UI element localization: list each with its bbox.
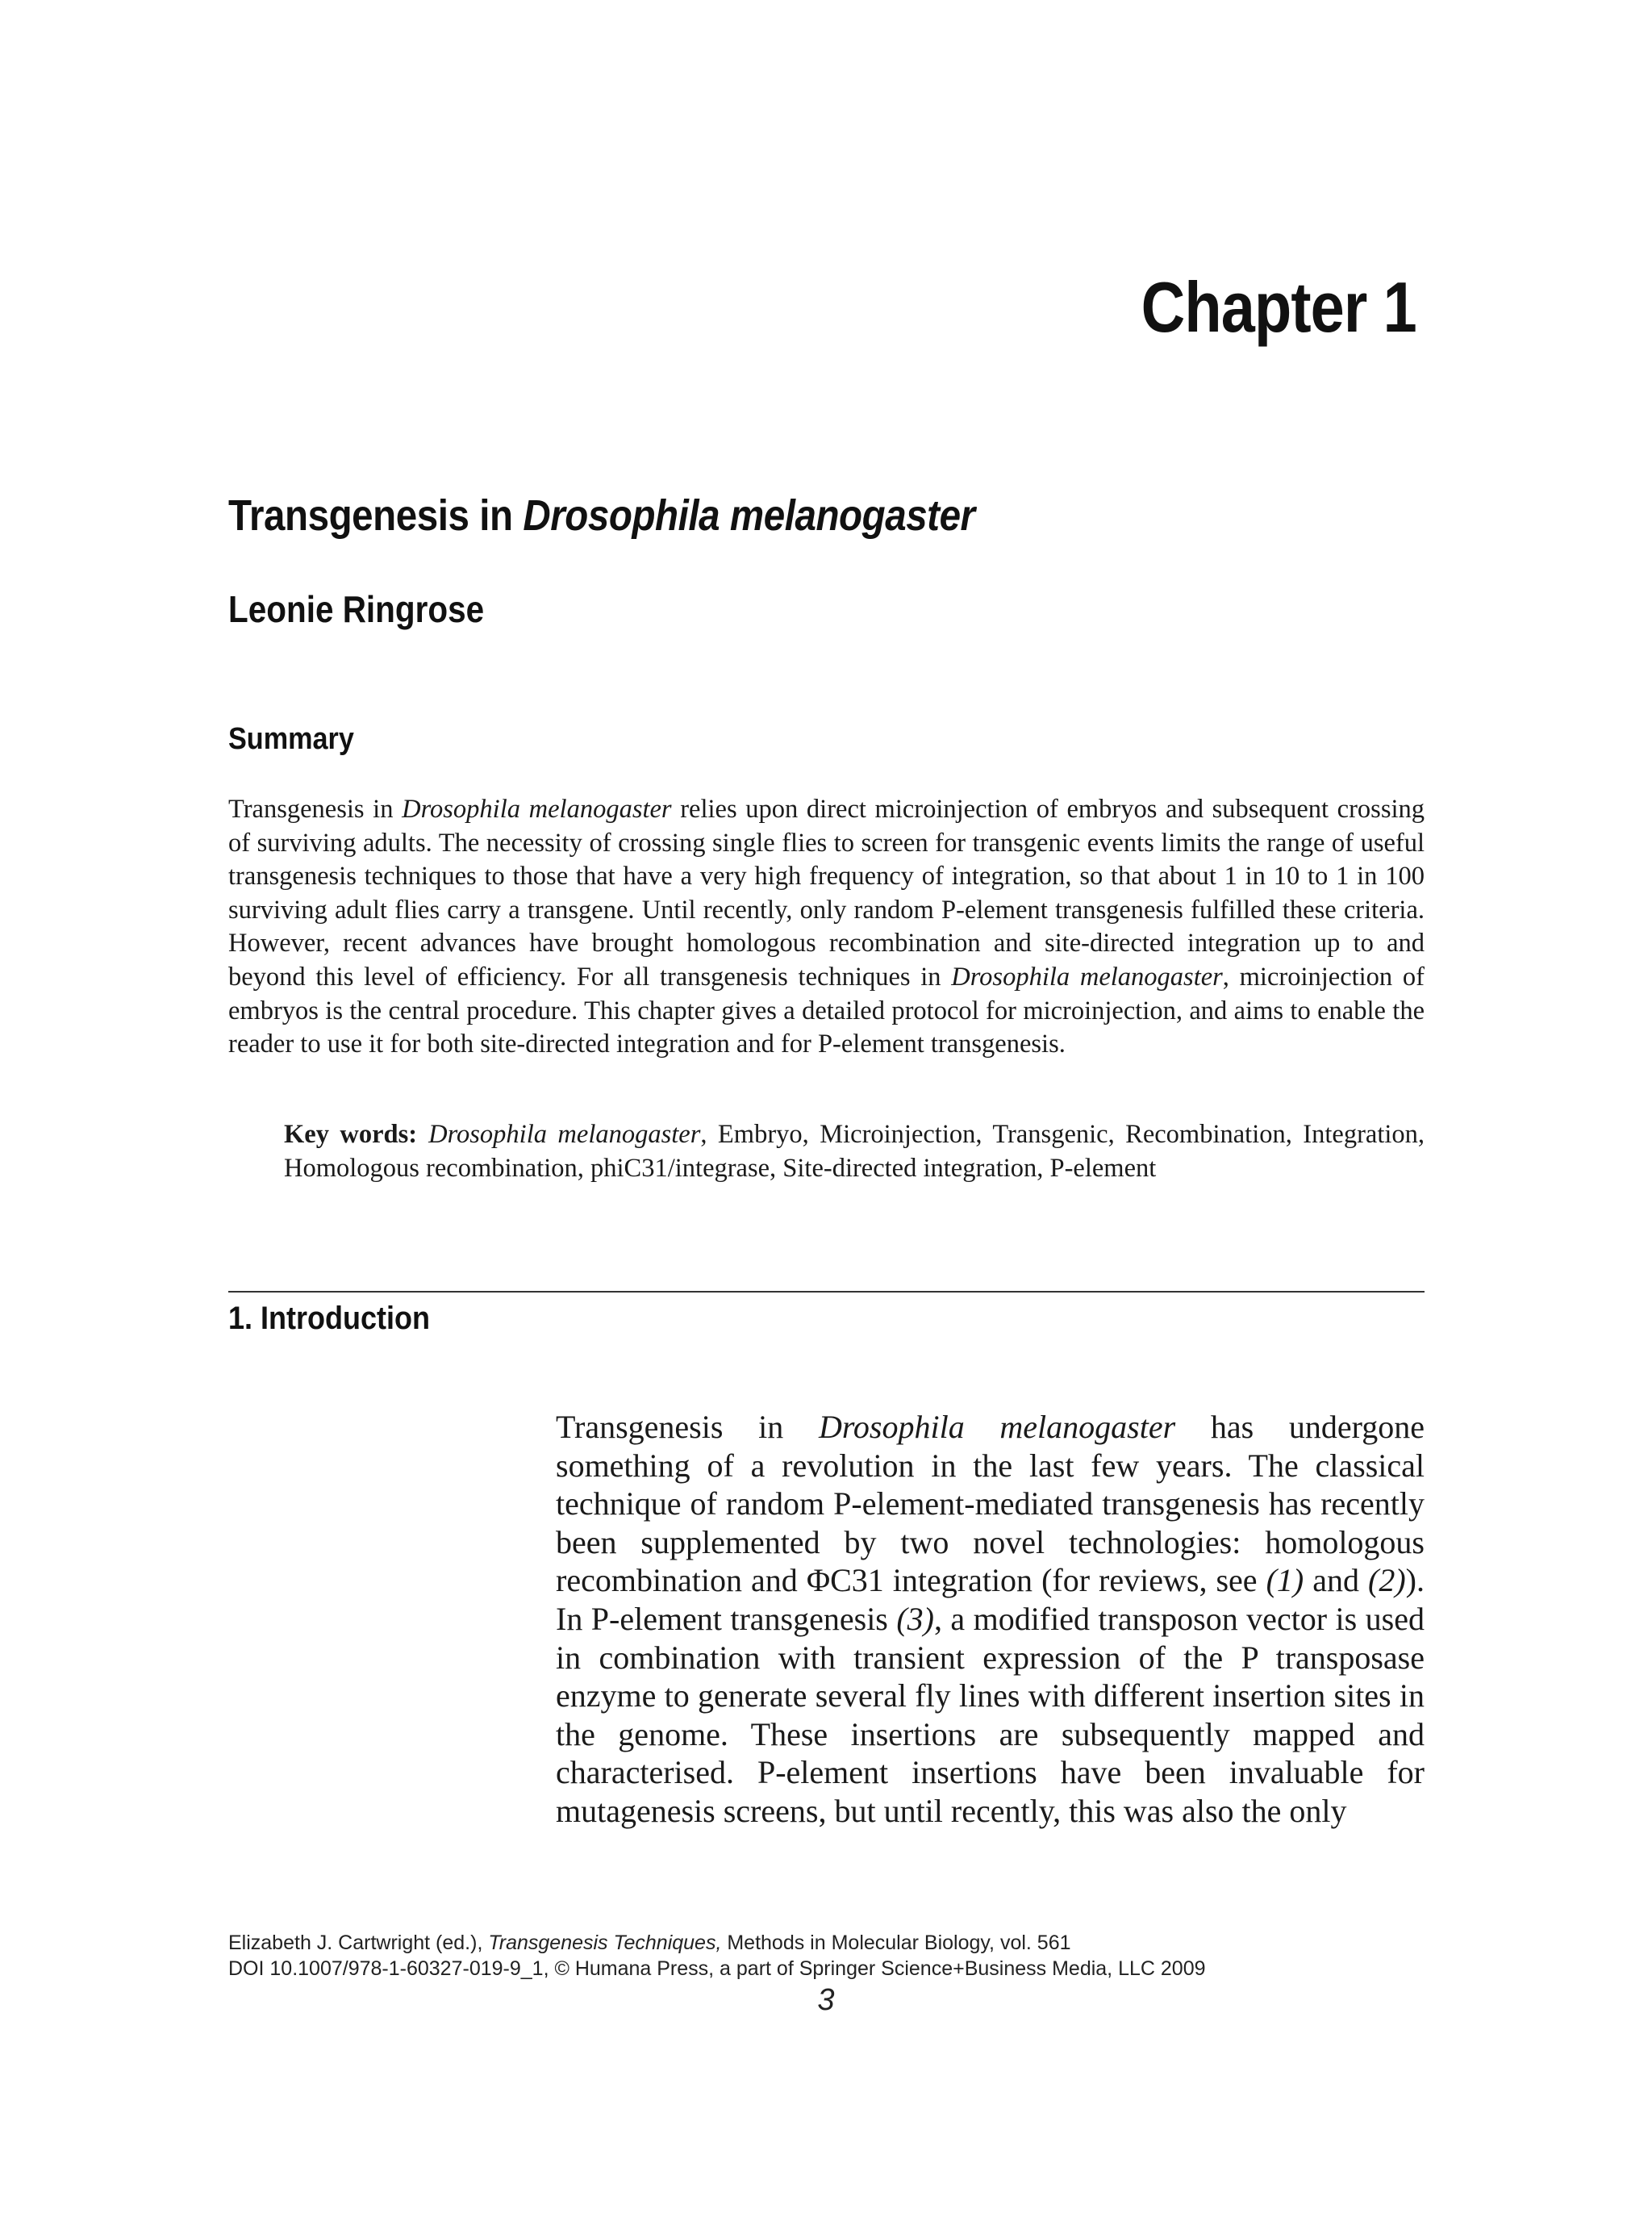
- keywords-species: Drosophila melanogaster: [428, 1120, 701, 1149]
- introduction-paragraph: [556, 1408, 1425, 1831]
- intro-text-segment: and: [1304, 1562, 1369, 1599]
- citation-ref: (1): [1266, 1562, 1304, 1599]
- footer-line-2: DOI 10.1007/978-1-60327-019-9_1, © Humana Press, a part of Springer Science+Business Media, LLC 2009: [228, 1957, 1206, 1980]
- citation-ref: (2): [1368, 1562, 1406, 1599]
- footer-book-title: Transgenesis Techniques,: [488, 1932, 722, 1954]
- section-divider: [228, 1291, 1425, 1293]
- footer-editor: Elizabeth J. Cartwright (ed.),: [228, 1932, 489, 1954]
- introduction-heading: 1. Introduction: [228, 1301, 430, 1336]
- citation-footer: [228, 1930, 1206, 1982]
- keywords-list: , Embryo, Microinjection, Transgenic, Recombination, Integration, Homologous recombination, phiC31/integrase, Site-directed integration, P-element: [284, 1120, 1425, 1183]
- intro-text-segment: , a modified transposon vector is used in combination with transient expression of the P transposase enzyme to generate several fly lines with different insertion sites in the genome. These insertions are subsequently mapped and characterised. P-element insertions have been invaluable for mutagenesis screens, but until recently, this was also the only: [556, 1600, 1425, 1829]
- intro-species-italic: Drosophila melanogaster: [818, 1409, 1176, 1445]
- page-number: 3: [817, 1983, 835, 2017]
- summary-species-italic: Drosophila melanogaster: [402, 795, 672, 824]
- summary-species-italic: Drosophila melanogaster: [951, 962, 1223, 992]
- summary-heading: Summary: [228, 722, 354, 756]
- title-species: Drosophila melanogaster: [523, 491, 975, 540]
- footer-series: Methods in Molecular Biology, vol. 561: [721, 1932, 1071, 1954]
- keywords-label: Key words:: [284, 1120, 418, 1149]
- summary-text-segment: relies upon direct microinjection of embryos and subsequent crossing of surviving adults. The necessity of crossing single flies to screen for transgenic events limits the range of useful transgenesis techniques to those that have a very high frequency of integration, so that about 1 in 10 to 1 in 100 surviving adult flies carry a transgene. Until recently, only random P-element transgenesis fulfilled these criteria. However, recent advances have brought homologous recombination and site-directed integration up to and beyond this level of efficiency. For all transgenesis techniques in: [228, 795, 1425, 992]
- author-name: Leonie Ringrose: [228, 588, 485, 630]
- citation-ref: (3): [896, 1600, 934, 1637]
- intro-text-segment: has undergone something of a revolution in the last few years. The classical technique of random P-element-mediated transgenesis has recently been supplemented by two novel technologies: homologous recombination and ΦC31 integration (for reviews, see: [556, 1409, 1425, 1599]
- intro-text-segment: ). In P-element transgenesis: [556, 1562, 1425, 1637]
- title-prefix: Transgenesis in: [228, 491, 524, 540]
- footer-line-1: [228, 1930, 1206, 1956]
- chapter-title: [228, 491, 975, 541]
- intro-text-segment: Transgenesis in: [556, 1409, 819, 1445]
- summary-text-segment: Transgenesis in: [228, 795, 403, 824]
- keywords-block: [284, 1118, 1425, 1185]
- chapter-label: Chapter 1: [1141, 267, 1416, 347]
- summary-paragraph: [228, 793, 1425, 1062]
- summary-text-segment: , microinjection of embryos is the central procedure. This chapter gives a detailed protocol for microinjection, and aims to enable the reader to use it for both site-directed integration and for P-element transgenesis.: [228, 962, 1425, 1059]
